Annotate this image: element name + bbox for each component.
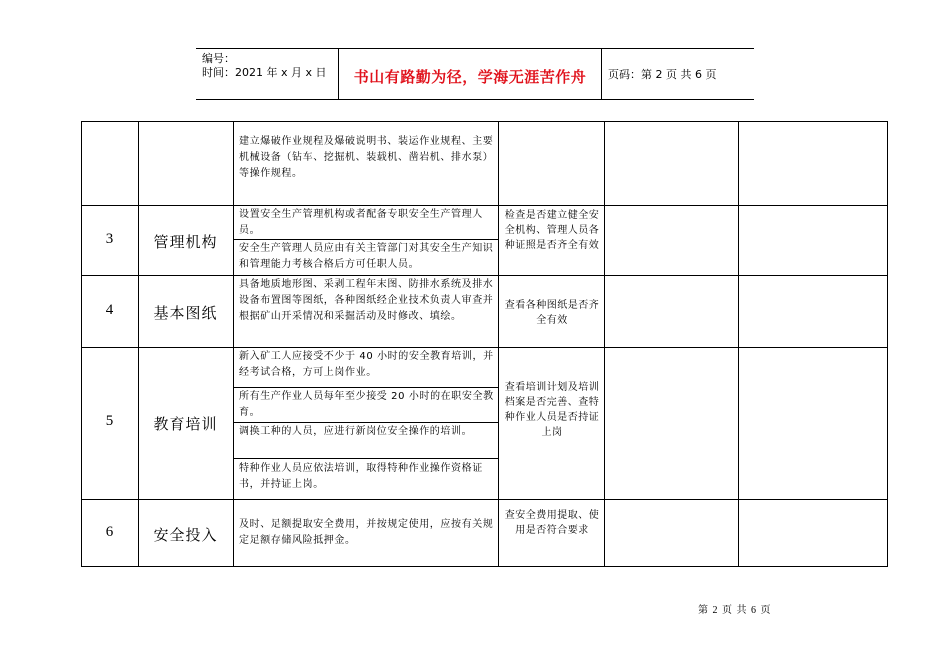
requirement-text: 及时、足额提取安全费用，并按规定使用，应按有关规定足额存储风险抵押金。 xyxy=(239,519,494,546)
safety-check-table xyxy=(81,121,888,567)
sub-row-divider xyxy=(233,387,498,388)
row-divider xyxy=(81,499,888,500)
category-label: 管理机构 xyxy=(153,233,218,251)
header-page-number: 页码：第 2 页 共 6 页 xyxy=(608,68,717,81)
page-header xyxy=(196,48,754,100)
column-divider xyxy=(738,121,739,567)
header-page-cell xyxy=(602,49,754,99)
table-border-bottom xyxy=(81,566,888,567)
header-left-cell xyxy=(196,49,338,99)
table-border-right xyxy=(887,121,888,567)
row-divider xyxy=(81,205,888,206)
row-divider xyxy=(81,275,888,276)
row-number: 3 xyxy=(105,231,114,247)
table-border-top xyxy=(81,121,888,122)
requirement-text: 调换工种的人员，应进行新岗位安全操作的培训。 xyxy=(239,426,473,437)
check-method: 查看培训计划及培训档案是否完善、查特种作业人员是否持证上岗 xyxy=(504,382,600,438)
row-number: 4 xyxy=(105,302,114,318)
column-divider xyxy=(604,121,605,567)
check-method: 查安全费用提取、使用是否符合要求 xyxy=(504,510,600,536)
category-label: 基本图纸 xyxy=(153,304,218,322)
column-divider xyxy=(498,121,499,567)
document-date: 时间：2021 年 x 月 x 日 xyxy=(202,66,327,79)
requirement-text: 建立爆破作业规程及爆破说明书、装运作业规程、主要机械设备（钻车、挖掘机、装载机、凿岩机、排水泵）等操作规程。 xyxy=(239,136,494,179)
row-number: 5 xyxy=(105,413,114,429)
row-divider xyxy=(81,347,888,348)
check-method: 查看各种图纸是否齐全有效 xyxy=(504,300,600,326)
sub-row-divider xyxy=(233,458,498,459)
requirement-text: 安全生产管理人员应由有关主管部门对其安全生产知识和管理能力考核合格后方可任职人员。 xyxy=(239,243,494,270)
check-method: 检查是否建立健全安全机构、管理人员各种证照是否齐全有效 xyxy=(504,210,600,251)
document-number-label: 编号： xyxy=(202,52,235,65)
row-number: 6 xyxy=(105,524,114,540)
column-divider xyxy=(138,121,139,567)
header-motto: 书山有路勤为径，学海无涯苦作舟 xyxy=(353,68,587,86)
requirement-text: 具备地质地形图、采剥工程年末图、防排水系统及排水设备布置图等图纸，各种图纸经企业技术负责人审查并根据矿山开采情况和采掘活动及时修改、填绘。 xyxy=(239,279,494,322)
category-label: 教育培训 xyxy=(153,415,218,433)
sub-row-divider xyxy=(233,422,498,423)
category-label: 安全投入 xyxy=(153,526,218,544)
requirement-text: 所有生产作业人员每年至少接受 20 小时的在职安全教育。 xyxy=(239,391,494,418)
requirement-text: 特种作业人员应依法培训，取得特种作业操作资格证书，并持证上岗。 xyxy=(239,463,483,490)
page-footer: 第 2 页 共 6 页 xyxy=(698,605,772,616)
requirement-text: 设置安全生产管理机构或者配备专职安全生产管理人员。 xyxy=(239,209,483,236)
header-motto-cell xyxy=(338,49,602,99)
sub-row-divider xyxy=(233,239,498,240)
table-border-left xyxy=(81,121,82,567)
requirement-text: 新入矿工人应接受不少于 40 小时的安全教育培训，并经考试合格，方可上岗作业。 xyxy=(239,351,494,378)
column-divider xyxy=(233,121,234,567)
